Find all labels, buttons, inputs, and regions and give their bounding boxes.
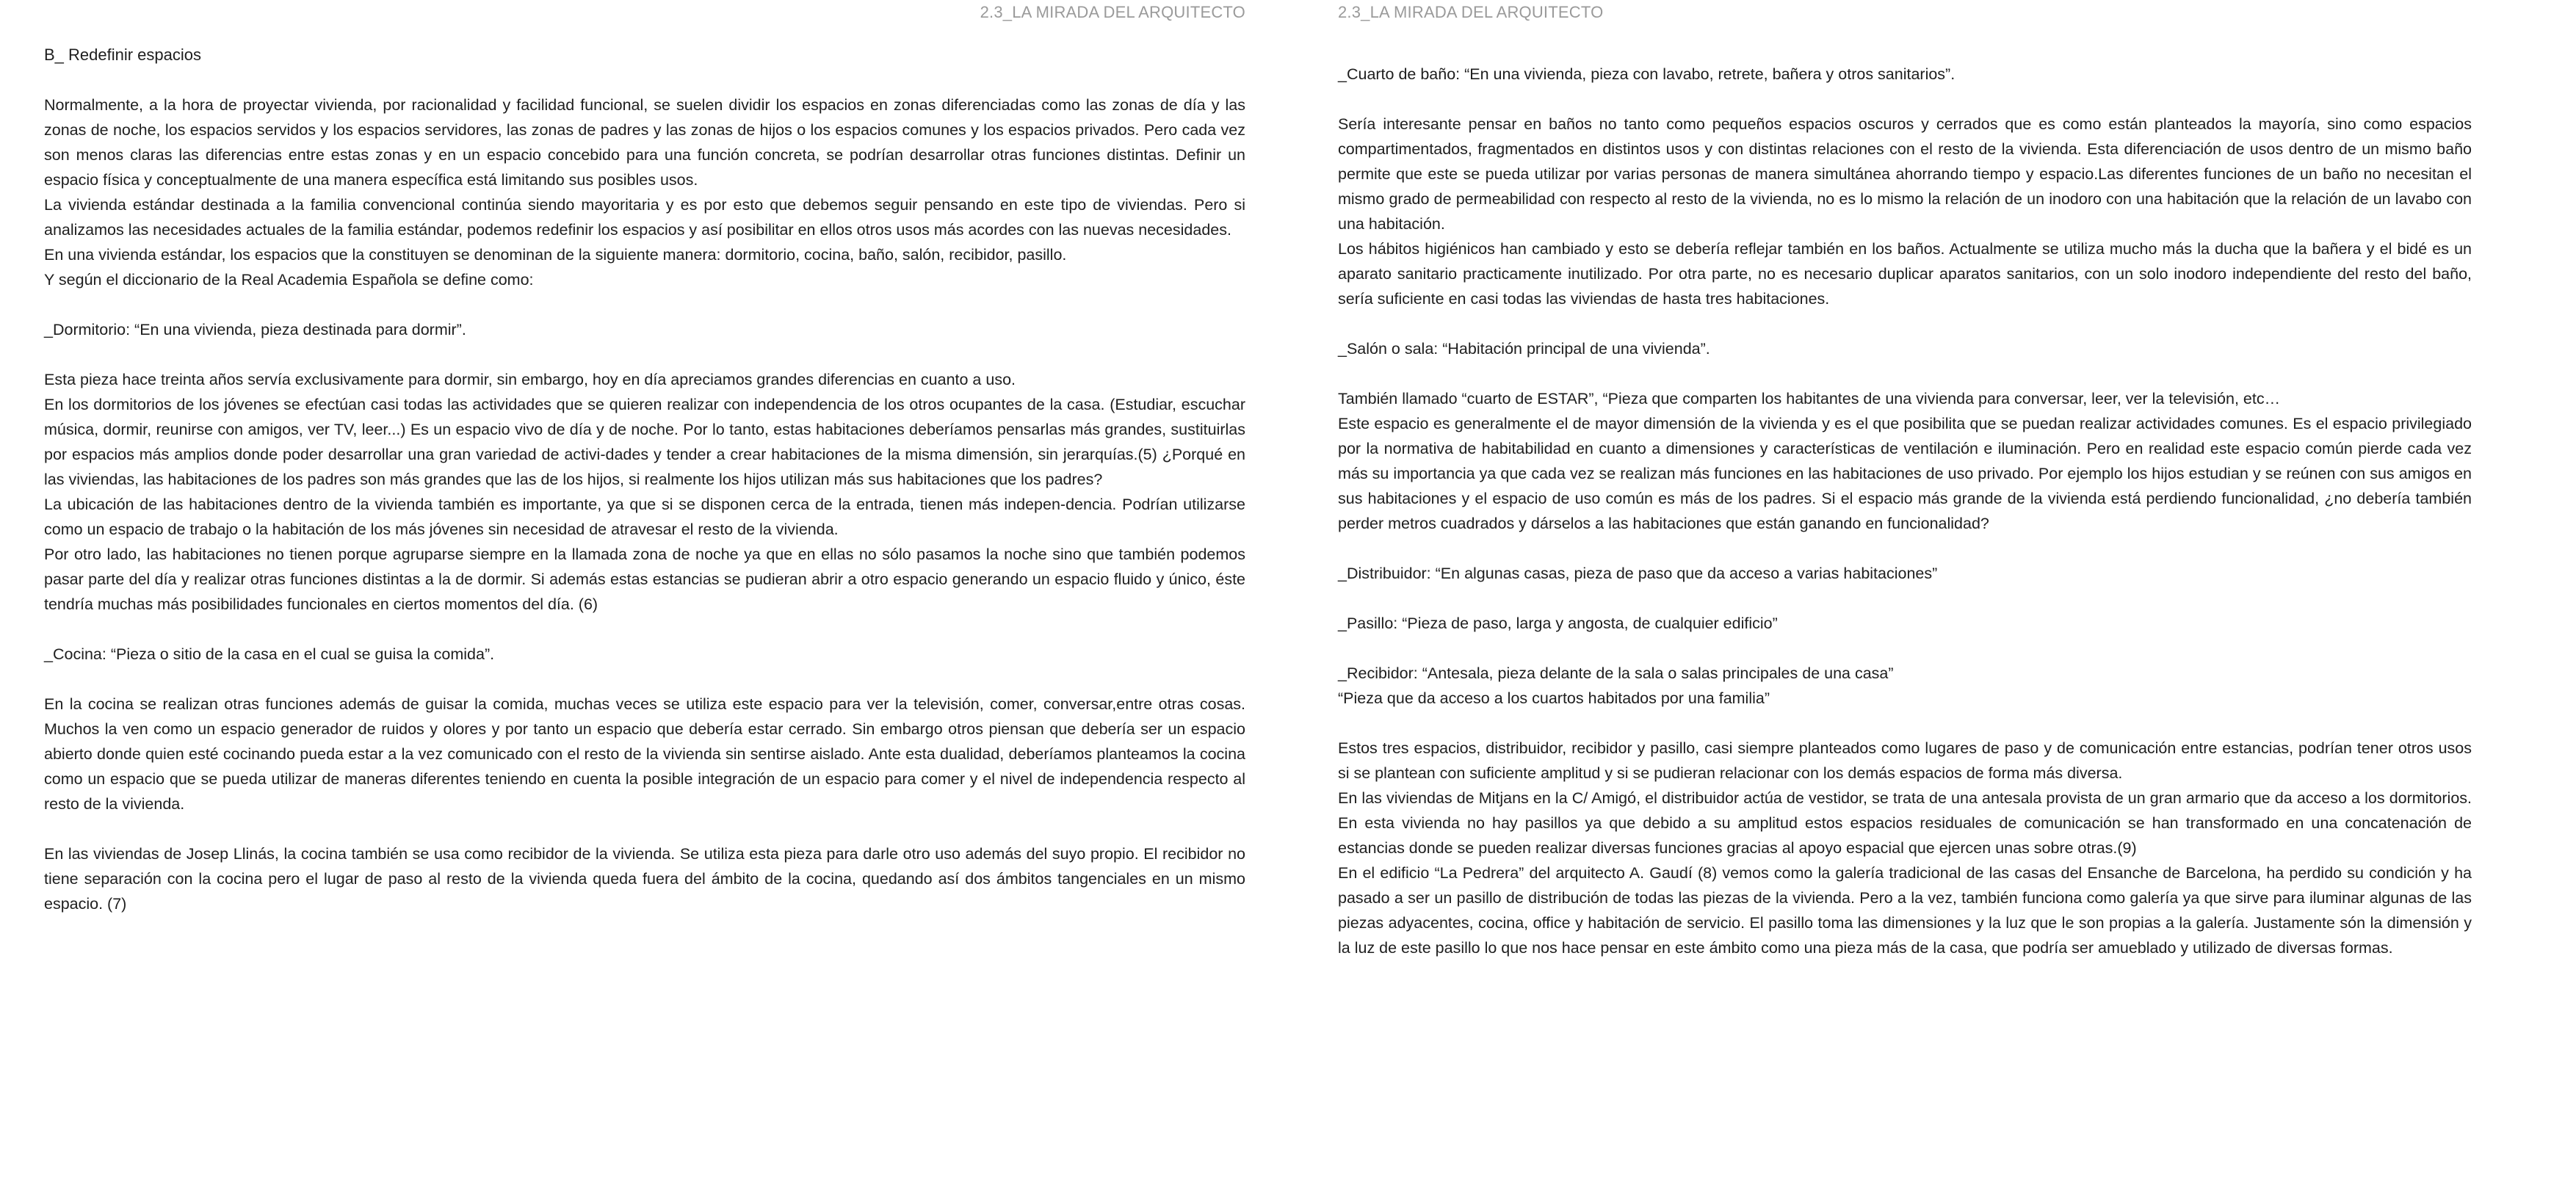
paragraph: Los hábitos higiénicos han cambiado y esto se debería reflejar también en los baños. Actualmente se utiliza mucho más la ducha que la bañera y el bidé es un aparato sanitario practicamente inutilizado. Por otra parte, no es necesario duplicar aparatos sanitarios, con un solo inodoro independiente del resto del baño, sería suficiente en casi todas las viviendas de hasta tres habitaciones. [1338, 240, 2472, 308]
definition-heading: _Salón o sala: “Habitación principal de una vivienda”. [1338, 340, 1710, 358]
paragraph: En la cocina se realizan otras funciones además de guisar la comida, muchas veces se utiliza este espacio para ver la televisión, comer, conversar,entre otras cosas. Muchos la ven como un espacio generador de ruidos y olores y por tanto un espacio que debería estar cerrado. Sin embargo otros piensan que debería ser un espacio abierto donde quien esté cocinando pueda estar a la vez comunicado con el resto de la vivienda sin sentirse aislado. Ante esta dualidad, deberíamos planteamos la cocina como un espacio que se pueda utilizar de maneras diferentes teniendo en cuenta la posible integración de un espacio para comer y el nivel de independencia respecto al resto de la vivienda. [44, 695, 1245, 813]
definition-heading: _Recibidor: “Antesala, pieza delante de la sala o salas principales de una casa” [1338, 664, 1894, 682]
right-page-body [1338, 62, 2472, 960]
definition-heading: “Pieza que da acceso a los cuartos habitados por una familia” [1338, 689, 1770, 707]
paragraph: En una vivienda estándar, los espacios que la constituyen se denominan de la siguiente manera: dormitorio, cocina, baño, salón, recibidor, pasillo. [44, 246, 1067, 264]
right-page [1338, 0, 2472, 1185]
right-page-header: 2.3_LA MIRADA DEL ARQUITECTO [1338, 3, 1604, 21]
paragraph: La ubicación de las habitaciones dentro de la vivienda también es importante, ya que si se disponen cerca de la entrada, tienen más indepen-dencia. Podrían utilizarse como un espacio de trabajo o la habitación de los más jóvenes sin necesidad de atravesar el resto de la vivienda. [44, 496, 1245, 538]
paragraph: En los dormitorios de los jóvenes se efectúan casi todas las actividades que se quieren realizar con independencia de los otros ocupantes de la casa. (Estudiar, escuchar música, dormir, reunirse con amigos, ver TV, leer...) Es un espacio vivo de día y de noche. Por lo tanto, estas habitaciones deberíamos pensarlas más grandes, sustituirlas por espacios más amplios donde poder desarrollar una gran variedad de activi-dades y tender a crear habitaciones de la misma dimensión, sin jerarquías.(5) ¿Porqué en las viviendas, las habitaciones de los padres son más grandes que las de los hijos, si realmente los hijos utilizan más sus habitaciones que los padres? [44, 396, 1245, 488]
paragraph: Y según el diccionario de la Real Academia Española se define como: [44, 271, 534, 289]
paragraph: Estos tres espacios, distribuidor, recibidor y pasillo, casi siempre planteados como lugares de paso y de comunicación entre estancias, podrían tener otros usos si se plantean con suficiente amplitud y si se pudieran relacionar con los demás espacios de forma más diversa. [1338, 739, 2472, 782]
paragraph: Por otro lado, las habitaciones no tienen porque agruparse siempre en la llamada zona de noche ya que en ellas no sólo pasamos la noche sino que también podemos pasar parte del día y realizar otras funciones distintas a la de dormir. Si además estas estancias se pudieran abrir a otro espacio generando un espacio fluido y único, éste tendría muchas más posibilidades funcionales en ciertos momentos del día. (6) [44, 546, 1245, 613]
paragraph: En el edificio “La Pedrera” del arquitecto A. Gaudí (8) vemos como la galería tradicional de las casas del Ensanche de Barcelona, ha perdido su condición y ha pasado a ser un pasillo de distribución de todas las piezas de la vivienda. Pero a la vez, también funciona como galería ya que sirve para iluminar algunas de las piezas adyacentes, cocina, office y habitación de servicio. El pasillo toma las dimensiones y la luz que le son propias a la galería. Justamente són la dimensión y la luz de este pasillo lo que nos hace pensar en este ámbito como una pieza más de la casa, que podría ser amueblado y utilizado de diversas formas. [1338, 864, 2472, 957]
paragraph: Este espacio es generalmente el de mayor dimensión de la vivienda y es el que posibilita que se puedan realizar actividades comunes. Es el espacio privilegiado por la normativa de habitabilidad en cuanto a dimensiones y características de ventilación e iluminación. Pero en realidad este espacio común pierde cada vez más su importancia ya que cada vez se realizan más funciones en las habitaciones de uso privado. Por ejemplo los hijos estudian y se reúnen con sus amigos en sus habitaciones y el espacio de uso común es más de los padres. Si el espacio más grande de la vivienda está perdiendo funcionalidad, ¿no debería también perder metros cuadrados y dárselos a las habitaciones que están ganando en funcionalidad? [1338, 415, 2472, 532]
left-page [44, 0, 1245, 1185]
left-page-body [44, 43, 1245, 916]
paragraph: Esta pieza hace treinta años servía exclusivamente para dormir, sin embargo, hoy en día apreciamos grandes diferencias en cuanto a uso. [44, 371, 1016, 388]
paragraph: En las viviendas de Josep Llinás, la cocina también se usa como recibidor de la vivienda. Se utiliza esta pieza para darle otro uso además del suyo propio. El recibidor no tiene separación con la cocina pero el lugar de paso al resto de la vivienda queda fuera del ámbito de la cocina, quedando así dos ámbitos tangenciales en un mismo espacio. (7) [44, 845, 1245, 913]
definition-heading: _Dormitorio: “En una vivienda, pieza destinada para dormir”. [44, 321, 466, 338]
paragraph: También llamado “cuarto de ESTAR”, “Pieza que comparten los habitantes de una vivienda para conversar, leer, ver la televisión, etc… [1338, 390, 2281, 407]
paragraph: Sería interesante pensar en baños no tanto como pequeños espacios oscuros y cerrados que es como están planteados la mayoría, sino como espacios compartimentados, fragmentados en distintos usos y con distintas relaciones con el resto de la vivienda. Esta diferenciación de usos dentro de un mismo baño permite que este se pueda utilizar por varias personas de manera simultánea ahorrando tiempo y espacio.Las diferentes funciones de un baño no necesitan el mismo grado de permeabilidad con respecto al resto de la vivienda, no es lo mismo la relación de un inodoro con una habitación que la relación de un lavabo con una habitación. [1338, 115, 2472, 233]
paragraph: En las viviendas de Mitjans en la C/ Amigó, el distribuidor actúa de vestidor, se trata de una antesala provista de un gran armario que da acceso a los dormitorios. En esta vivienda no hay pasillos ya que debido a su amplitud estos espacios residuales de comunicación se han transformado en una concatenación de estancias donde se pueden realizar diversas funciones gracias al apoyo espacial que ejercen unas sobre otras.(9) [1338, 789, 2472, 857]
section-title: B_ Redefinir espacios [44, 46, 202, 64]
definition-heading: _Pasillo: “Pieza de paso, larga y angosta, de cualquier edificio” [1338, 615, 1778, 632]
paragraph: Normalmente, a la hora de proyectar vivienda, por racionalidad y facilidad funcional, se suelen dividir los espacios en zonas diferenciadas como las zonas de día y las zonas de noche, los espacios servidos y los espacios servidores, las zonas de padres y las zonas de hijos o los espacios comunes y los espacios privados. Pero cada vez son menos claras las diferencias entre estas zonas y en un espacio concebido para una función concreta, se podrían desarrollar otras funciones distintas. Definir un espacio física y conceptualmente de una manera específica está limitando sus posibles usos. [44, 96, 1245, 189]
definition-heading: _Distribuidor: “En algunas casas, pieza de paso que da acceso a varias habitaciones” [1338, 565, 1938, 582]
definition-heading: _Cuarto de baño: “En una vivienda, pieza con lavabo, retrete, bañera y otros sanitarios”. [1338, 65, 1955, 83]
paragraph: La vivienda estándar destinada a la familia convencional continúa siendo mayoritaria y es por esto que debemos seguir pensando en este tipo de viviendas. Pero si analizamos las necesidades actuales de la familia estándar, podemos redefinir los espacios y así posibilitar en ellos otros usos más acordes con las nuevas necesidades. [44, 196, 1245, 239]
left-page-header: 2.3_LA MIRADA DEL ARQUITECTO [980, 3, 1245, 21]
definition-heading: _Cocina: “Pieza o sitio de la casa en el cual se guisa la comida”. [44, 645, 495, 663]
